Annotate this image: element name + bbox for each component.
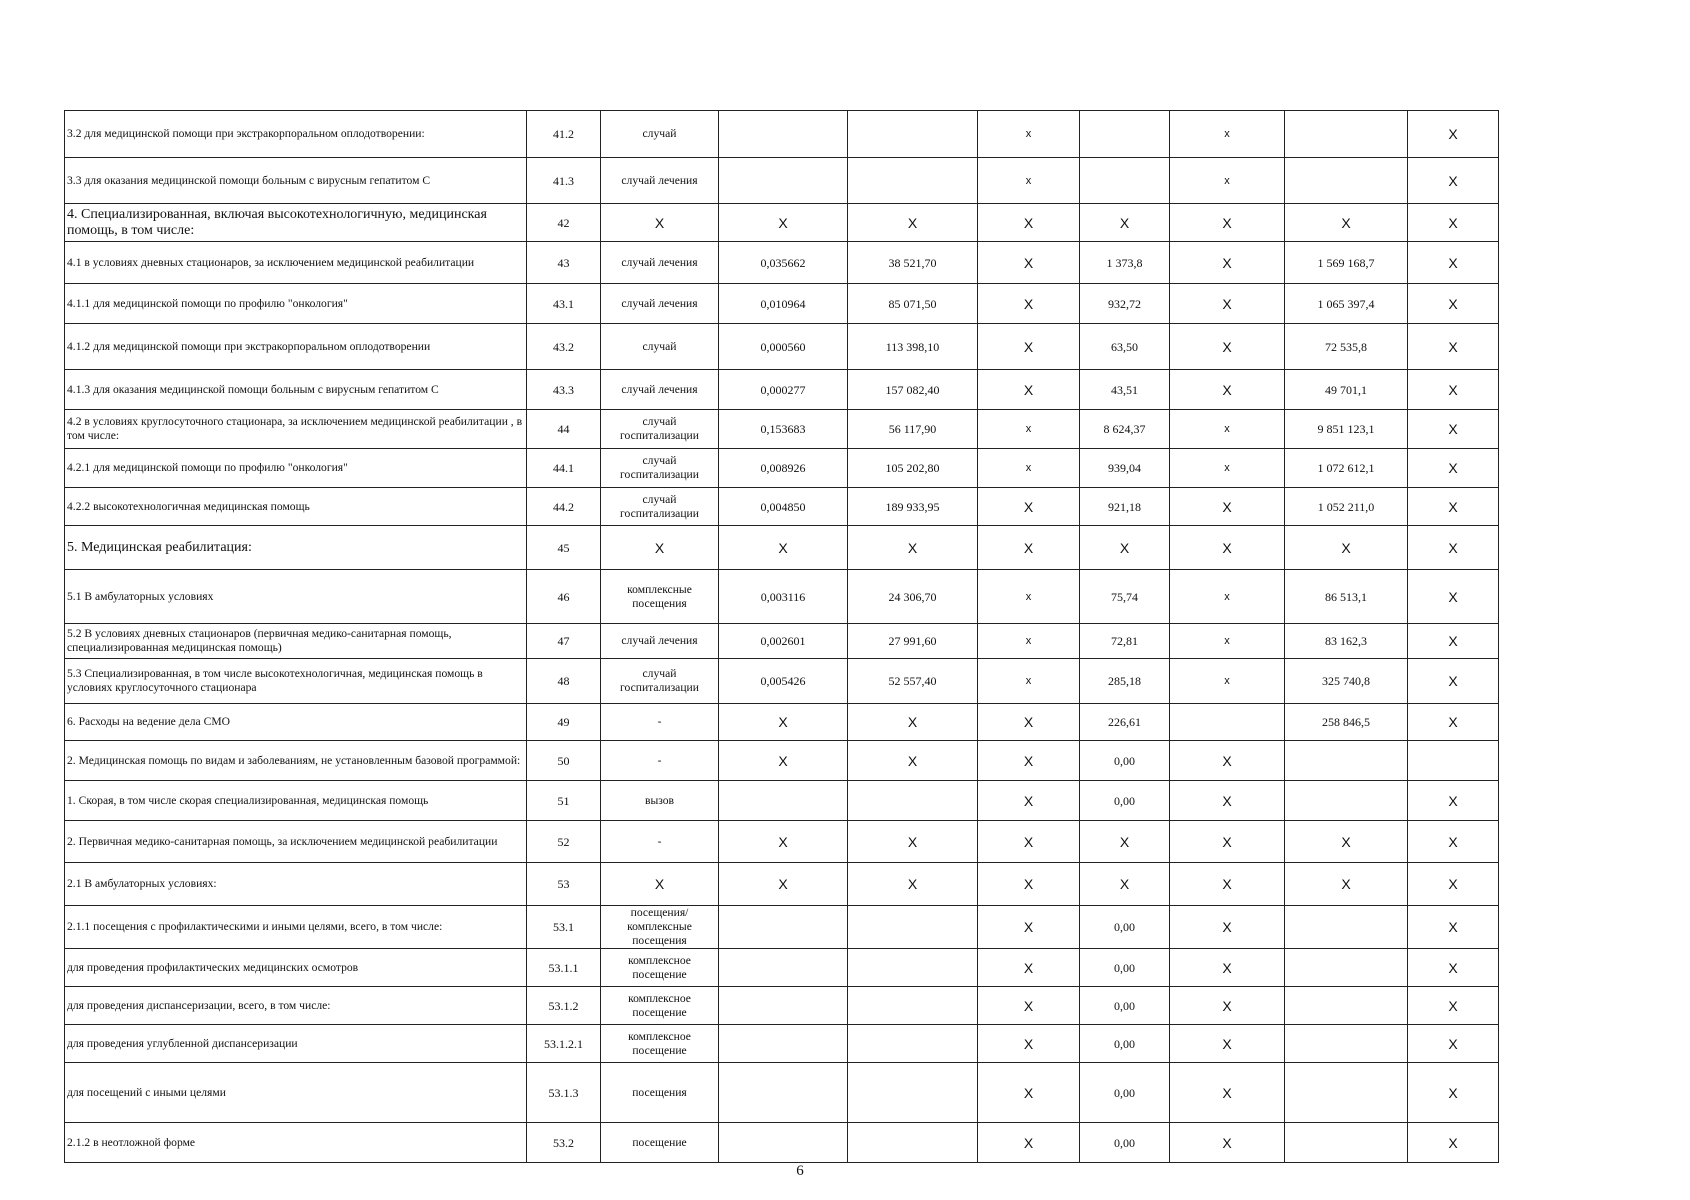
per-capita-oms-cell: 1 373,8	[1080, 242, 1170, 284]
volume-cell: 0,003116	[719, 570, 848, 624]
financing-table	[64, 110, 1499, 1163]
row-name-cell: 5.3 Специализированная, в том числе высокотехнологичная, медицинская помощь в условиях круглосуточного стационара	[65, 659, 527, 704]
per-capita-oms-cell: 43,51	[1080, 370, 1170, 410]
cost-cell	[848, 1123, 978, 1163]
unit-cell: посещение	[601, 1123, 719, 1163]
volume-cell: 0,000560	[719, 324, 848, 370]
per-capita-oms-cell	[1080, 158, 1170, 204]
per-capita-oms-cell: 0,00	[1080, 781, 1170, 821]
unit-cell: комплексное посещение	[601, 1025, 719, 1063]
total-oms-cell: 1 052 211,0	[1285, 488, 1408, 526]
share-cell: X	[1408, 1063, 1499, 1123]
row-code-cell: 50	[527, 741, 601, 781]
cost-cell: 27 991,60	[848, 624, 978, 659]
table-row	[65, 949, 1499, 987]
total-oms-cell	[1285, 1063, 1408, 1123]
cost-cell	[848, 158, 978, 204]
row-name-cell: 2.1.1 посещения с профилактическими и иными целями, всего, в том числе:	[65, 906, 527, 949]
row-code-cell: 44	[527, 410, 601, 449]
row-name-cell: 4.2 в условиях круглосуточного стационара, за исключением медицинской реабилитации , в том числе:	[65, 410, 527, 449]
row-code-cell: 48	[527, 659, 601, 704]
row-code-cell: 52	[527, 821, 601, 863]
table-row	[65, 526, 1499, 570]
unit-cell: X	[601, 204, 719, 242]
total-budget-cell: X	[1170, 821, 1285, 863]
share-cell: X	[1408, 284, 1499, 324]
per-capita-budget-cell: X	[978, 987, 1080, 1025]
unit-cell: случай лечения	[601, 370, 719, 410]
share-cell: X	[1408, 449, 1499, 488]
per-capita-budget-cell: X	[978, 704, 1080, 741]
per-capita-oms-cell: 63,50	[1080, 324, 1170, 370]
cost-cell	[848, 1063, 978, 1123]
total-oms-cell: X	[1285, 863, 1408, 906]
per-capita-oms-cell: X	[1080, 821, 1170, 863]
per-capita-budget-cell: x	[978, 659, 1080, 704]
per-capita-oms-cell: X	[1080, 204, 1170, 242]
per-capita-oms-cell: 8 624,37	[1080, 410, 1170, 449]
total-budget-cell: x	[1170, 449, 1285, 488]
total-budget-cell: x	[1170, 111, 1285, 158]
per-capita-budget-cell: X	[978, 906, 1080, 949]
row-code-cell: 49	[527, 704, 601, 741]
cost-cell: 105 202,80	[848, 449, 978, 488]
total-oms-cell: 258 846,5	[1285, 704, 1408, 741]
cost-cell: 189 933,95	[848, 488, 978, 526]
cost-cell	[848, 1025, 978, 1063]
per-capita-budget-cell: X	[978, 863, 1080, 906]
total-budget-cell: X	[1170, 526, 1285, 570]
share-cell: X	[1408, 659, 1499, 704]
row-name-cell: 3.2 для медицинской помощи при экстракорпоральном оплодотворении:	[65, 111, 527, 158]
row-name-cell: 2.1 В амбулаторных условиях:	[65, 863, 527, 906]
row-name-cell: 6. Расходы на ведение дела СМО	[65, 704, 527, 741]
table-row	[65, 242, 1499, 284]
unit-cell: случай лечения	[601, 284, 719, 324]
volume-cell: X	[719, 863, 848, 906]
volume-cell: 0,035662	[719, 242, 848, 284]
total-budget-cell: X	[1170, 284, 1285, 324]
total-budget-cell: X	[1170, 906, 1285, 949]
table-row	[65, 906, 1499, 949]
volume-cell: 0,005426	[719, 659, 848, 704]
per-capita-budget-cell: x	[978, 449, 1080, 488]
total-oms-cell	[1285, 949, 1408, 987]
share-cell: X	[1408, 242, 1499, 284]
cost-cell: X	[848, 204, 978, 242]
per-capita-oms-cell: 0,00	[1080, 906, 1170, 949]
share-cell: X	[1408, 906, 1499, 949]
per-capita-budget-cell: X	[978, 242, 1080, 284]
total-oms-cell: X	[1285, 204, 1408, 242]
table-row	[65, 570, 1499, 624]
row-code-cell: 53.1.2.1	[527, 1025, 601, 1063]
row-name-cell: 5.1 В амбулаторных условиях	[65, 570, 527, 624]
table-row	[65, 1025, 1499, 1063]
page-number: 6	[796, 1163, 804, 1179]
table-row	[65, 781, 1499, 821]
row-name-cell: 1. Скорая, в том числе скорая специализированная, медицинская помощь	[65, 781, 527, 821]
volume-cell: X	[719, 526, 848, 570]
share-cell	[1408, 741, 1499, 781]
per-capita-oms-cell: 932,72	[1080, 284, 1170, 324]
cost-cell: X	[848, 741, 978, 781]
total-oms-cell: 83 162,3	[1285, 624, 1408, 659]
share-cell: X	[1408, 410, 1499, 449]
row-code-cell: 43	[527, 242, 601, 284]
per-capita-budget-cell: x	[978, 158, 1080, 204]
total-oms-cell: X	[1285, 526, 1408, 570]
row-name-cell: 2. Первичная медико-санитарная помощь, за исключением медицинской реабилитации	[65, 821, 527, 863]
unit-cell: случай	[601, 324, 719, 370]
unit-cell: комплексное посещение	[601, 987, 719, 1025]
unit-cell: случай госпитализации	[601, 659, 719, 704]
per-capita-budget-cell: X	[978, 488, 1080, 526]
total-budget-cell: X	[1170, 987, 1285, 1025]
per-capita-budget-cell: X	[978, 949, 1080, 987]
row-code-cell: 45	[527, 526, 601, 570]
cost-cell: X	[848, 526, 978, 570]
total-oms-cell: 49 701,1	[1285, 370, 1408, 410]
row-name-cell: 4.1.1 для медицинской помощи по профилю "онкология"	[65, 284, 527, 324]
row-name-cell: для посещений с иными целями	[65, 1063, 527, 1123]
unit-cell: X	[601, 863, 719, 906]
share-cell: X	[1408, 949, 1499, 987]
per-capita-oms-cell: X	[1080, 863, 1170, 906]
cost-cell: 85 071,50	[848, 284, 978, 324]
per-capita-budget-cell: x	[978, 570, 1080, 624]
total-budget-cell	[1170, 704, 1285, 741]
table-row	[65, 741, 1499, 781]
volume-cell: 0,010964	[719, 284, 848, 324]
per-capita-oms-cell: 285,18	[1080, 659, 1170, 704]
row-code-cell: 53.1.2	[527, 987, 601, 1025]
per-capita-oms-cell: 921,18	[1080, 488, 1170, 526]
total-budget-cell: X	[1170, 204, 1285, 242]
volume-cell: 0,008926	[719, 449, 848, 488]
row-name-cell: для проведения диспансеризации, всего, в том числе:	[65, 987, 527, 1025]
total-budget-cell: x	[1170, 410, 1285, 449]
share-cell: X	[1408, 1025, 1499, 1063]
unit-cell: комплексные посещения	[601, 570, 719, 624]
row-code-cell: 53.1.1	[527, 949, 601, 987]
volume-cell	[719, 1063, 848, 1123]
total-budget-cell: X	[1170, 781, 1285, 821]
cost-cell: X	[848, 863, 978, 906]
row-code-cell: 51	[527, 781, 601, 821]
row-code-cell: 44.1	[527, 449, 601, 488]
per-capita-budget-cell: X	[978, 526, 1080, 570]
volume-cell	[719, 158, 848, 204]
total-budget-cell: X	[1170, 324, 1285, 370]
unit-cell: случай госпитализации	[601, 410, 719, 449]
table-row	[65, 158, 1499, 204]
volume-cell: 0,004850	[719, 488, 848, 526]
per-capita-oms-cell: 0,00	[1080, 1123, 1170, 1163]
total-budget-cell: X	[1170, 488, 1285, 526]
row-code-cell: 44.2	[527, 488, 601, 526]
total-budget-cell: X	[1170, 370, 1285, 410]
row-code-cell: 41.3	[527, 158, 601, 204]
unit-cell: -	[601, 821, 719, 863]
cost-cell: 24 306,70	[848, 570, 978, 624]
table-row	[65, 324, 1499, 370]
total-budget-cell: X	[1170, 1025, 1285, 1063]
row-name-cell: 5.2 В условиях дневных стационаров (первичная медико-санитарная помощь, специализированная медицинская помощь)	[65, 624, 527, 659]
per-capita-oms-cell: 226,61	[1080, 704, 1170, 741]
share-cell: X	[1408, 821, 1499, 863]
per-capita-budget-cell: X	[978, 1025, 1080, 1063]
share-cell: X	[1408, 704, 1499, 741]
row-name-cell: 4.1.3 для оказания медицинской помощи больным с вирусным гепатитом С	[65, 370, 527, 410]
volume-cell: X	[719, 821, 848, 863]
row-code-cell: 46	[527, 570, 601, 624]
share-cell: X	[1408, 1123, 1499, 1163]
per-capita-budget-cell: X	[978, 204, 1080, 242]
volume-cell: X	[719, 704, 848, 741]
total-budget-cell: X	[1170, 863, 1285, 906]
volume-cell: 0,000277	[719, 370, 848, 410]
row-name-cell: 3.3 для оказания медицинской помощи больным с вирусным гепатитом С	[65, 158, 527, 204]
total-budget-cell: X	[1170, 949, 1285, 987]
unit-cell: X	[601, 526, 719, 570]
total-oms-cell: 9 851 123,1	[1285, 410, 1408, 449]
total-oms-cell	[1285, 987, 1408, 1025]
table-row	[65, 111, 1499, 158]
row-code-cell: 53.1	[527, 906, 601, 949]
total-oms-cell	[1285, 741, 1408, 781]
row-code-cell: 43.1	[527, 284, 601, 324]
total-oms-cell	[1285, 1025, 1408, 1063]
row-name-cell: 4.2.2 высокотехнологичная медицинская помощь	[65, 488, 527, 526]
table-row	[65, 284, 1499, 324]
share-cell: X	[1408, 158, 1499, 204]
share-cell: X	[1408, 987, 1499, 1025]
total-oms-cell	[1285, 781, 1408, 821]
row-code-cell: 47	[527, 624, 601, 659]
cost-cell	[848, 781, 978, 821]
share-cell: X	[1408, 570, 1499, 624]
row-code-cell: 43.2	[527, 324, 601, 370]
volume-cell	[719, 1025, 848, 1063]
row-code-cell: 53	[527, 863, 601, 906]
total-oms-cell: 86 513,1	[1285, 570, 1408, 624]
total-oms-cell	[1285, 1123, 1408, 1163]
table-row	[65, 410, 1499, 449]
cost-cell: 113 398,10	[848, 324, 978, 370]
per-capita-oms-cell: 75,74	[1080, 570, 1170, 624]
unit-cell: случай госпитализации	[601, 488, 719, 526]
row-name-cell: для проведения профилактических медицинских осмотров	[65, 949, 527, 987]
per-capita-oms-cell: 0,00	[1080, 741, 1170, 781]
share-cell: X	[1408, 781, 1499, 821]
row-code-cell: 41.2	[527, 111, 601, 158]
total-oms-cell: 72 535,8	[1285, 324, 1408, 370]
unit-cell: комплексное посещение	[601, 949, 719, 987]
cost-cell	[848, 987, 978, 1025]
share-cell: X	[1408, 370, 1499, 410]
table-row	[65, 821, 1499, 863]
table-row	[65, 1123, 1499, 1163]
row-code-cell: 43.3	[527, 370, 601, 410]
volume-cell	[719, 1123, 848, 1163]
unit-cell: -	[601, 741, 719, 781]
row-name-cell: 2. Медицинская помощь по видам и заболеваниям, не установленным базовой программой:	[65, 741, 527, 781]
table-row	[65, 659, 1499, 704]
row-code-cell: 53.1.3	[527, 1063, 601, 1123]
cost-cell: X	[848, 821, 978, 863]
total-oms-cell: 1 065 397,4	[1285, 284, 1408, 324]
share-cell: X	[1408, 324, 1499, 370]
unit-cell: посещения	[601, 1063, 719, 1123]
per-capita-budget-cell: X	[978, 821, 1080, 863]
total-budget-cell: X	[1170, 741, 1285, 781]
row-code-cell: 42	[527, 204, 601, 242]
cost-cell: 157 082,40	[848, 370, 978, 410]
cost-cell	[848, 949, 978, 987]
row-name-cell: 4.1 в условиях дневных стационаров, за исключением медицинской реабилитации	[65, 242, 527, 284]
volume-cell	[719, 111, 848, 158]
per-capita-oms-cell	[1080, 111, 1170, 158]
volume-cell: 0,153683	[719, 410, 848, 449]
row-name-cell: 2.1.2 в неотложной форме	[65, 1123, 527, 1163]
row-name-cell: 4.2.1 для медицинской помощи по профилю "онкология"	[65, 449, 527, 488]
unit-cell: -	[601, 704, 719, 741]
per-capita-budget-cell: X	[978, 1063, 1080, 1123]
total-oms-cell	[1285, 111, 1408, 158]
cost-cell	[848, 111, 978, 158]
unit-cell: случай госпитализации	[601, 449, 719, 488]
volume-cell: X	[719, 204, 848, 242]
per-capita-oms-cell: 0,00	[1080, 1063, 1170, 1123]
share-cell: X	[1408, 111, 1499, 158]
cost-cell	[848, 906, 978, 949]
per-capita-oms-cell: 0,00	[1080, 1025, 1170, 1063]
total-oms-cell	[1285, 158, 1408, 204]
row-name-cell: 5. Медицинская реабилитация:	[65, 526, 527, 570]
unit-cell: случай	[601, 111, 719, 158]
share-cell: X	[1408, 863, 1499, 906]
per-capita-budget-cell: X	[978, 324, 1080, 370]
total-oms-cell: 325 740,8	[1285, 659, 1408, 704]
table-row	[65, 987, 1499, 1025]
row-name-cell: для проведения углубленной диспансеризации	[65, 1025, 527, 1063]
unit-cell: случай лечения	[601, 158, 719, 204]
per-capita-oms-cell: 0,00	[1080, 987, 1170, 1025]
volume-cell: 0,002601	[719, 624, 848, 659]
per-capita-oms-cell: 939,04	[1080, 449, 1170, 488]
per-capita-oms-cell: X	[1080, 526, 1170, 570]
unit-cell: вызов	[601, 781, 719, 821]
unit-cell: посещения/комплексные посещения	[601, 906, 719, 949]
cost-cell: X	[848, 704, 978, 741]
share-cell: X	[1408, 526, 1499, 570]
share-cell: X	[1408, 204, 1499, 242]
per-capita-budget-cell: X	[978, 741, 1080, 781]
row-code-cell: 53.2	[527, 1123, 601, 1163]
table-row	[65, 370, 1499, 410]
share-cell: X	[1408, 488, 1499, 526]
cost-cell: 38 521,70	[848, 242, 978, 284]
per-capita-budget-cell: X	[978, 284, 1080, 324]
total-oms-cell	[1285, 906, 1408, 949]
table-row	[65, 204, 1499, 242]
per-capita-oms-cell: 72,81	[1080, 624, 1170, 659]
table-row	[65, 704, 1499, 741]
total-oms-cell: 1 072 612,1	[1285, 449, 1408, 488]
total-budget-cell: X	[1170, 242, 1285, 284]
total-oms-cell: 1 569 168,7	[1285, 242, 1408, 284]
per-capita-budget-cell: X	[978, 370, 1080, 410]
total-budget-cell: X	[1170, 1123, 1285, 1163]
volume-cell	[719, 987, 848, 1025]
total-budget-cell: x	[1170, 624, 1285, 659]
total-budget-cell: x	[1170, 570, 1285, 624]
volume-cell	[719, 949, 848, 987]
per-capita-oms-cell: 0,00	[1080, 949, 1170, 987]
table-row	[65, 488, 1499, 526]
table-row	[65, 624, 1499, 659]
per-capita-budget-cell: x	[978, 111, 1080, 158]
volume-cell	[719, 781, 848, 821]
row-name-cell: 4.1.2 для медицинской помощи при экстракорпоральном оплодотворении	[65, 324, 527, 370]
total-oms-cell: X	[1285, 821, 1408, 863]
table-row	[65, 449, 1499, 488]
volume-cell: X	[719, 741, 848, 781]
cost-cell: 52 557,40	[848, 659, 978, 704]
per-capita-budget-cell: X	[978, 781, 1080, 821]
per-capita-budget-cell: x	[978, 410, 1080, 449]
row-name-cell: 4. Специализированная, включая высокотехнологичную, медицинская помощь, в том числе:	[65, 204, 527, 242]
total-budget-cell: x	[1170, 659, 1285, 704]
page-sheet	[64, 110, 1498, 1163]
total-budget-cell: X	[1170, 1063, 1285, 1123]
per-capita-budget-cell: X	[978, 1123, 1080, 1163]
cost-cell: 56 117,90	[848, 410, 978, 449]
volume-cell	[719, 906, 848, 949]
table-body	[65, 111, 1499, 1163]
unit-cell: случай лечения	[601, 242, 719, 284]
share-cell: X	[1408, 624, 1499, 659]
table-row	[65, 863, 1499, 906]
table-row	[65, 1063, 1499, 1123]
total-budget-cell: x	[1170, 158, 1285, 204]
per-capita-budget-cell: x	[978, 624, 1080, 659]
unit-cell: случай лечения	[601, 624, 719, 659]
